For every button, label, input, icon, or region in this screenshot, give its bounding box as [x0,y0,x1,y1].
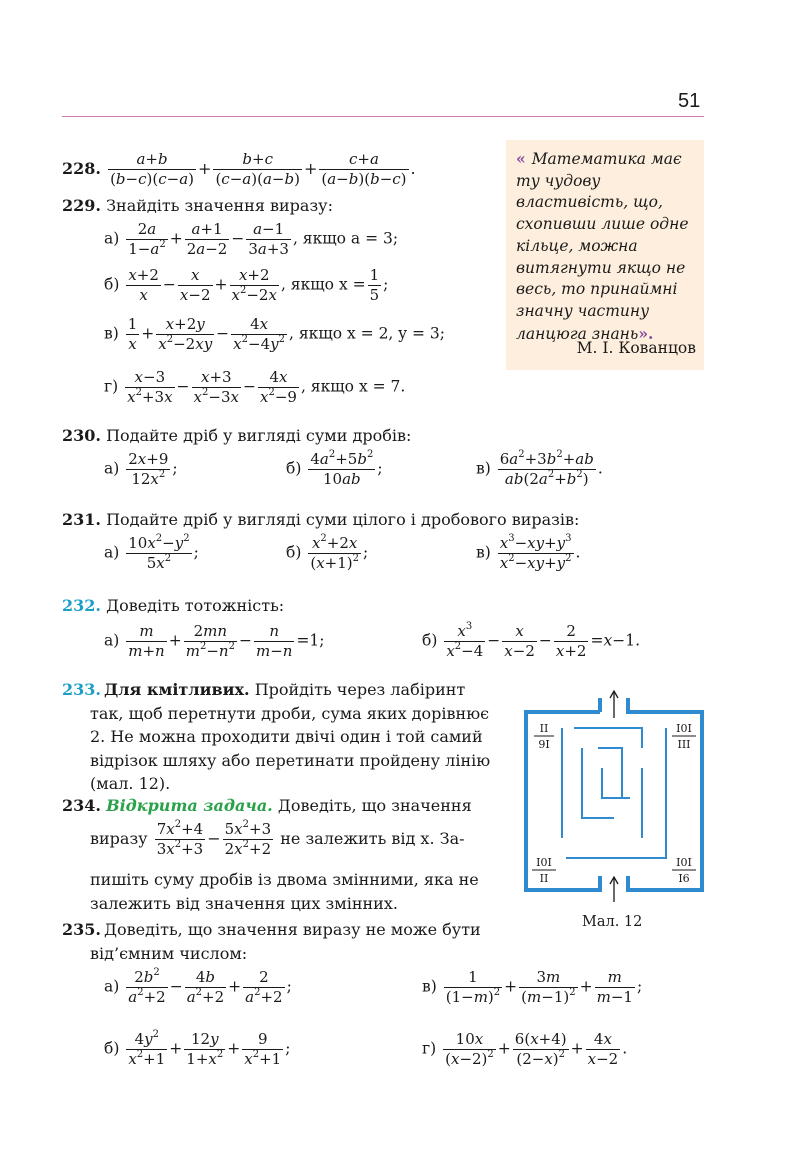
maze-fraction-br-den: I6 [678,872,690,885]
problem-228: 228. $\frac{a+b}{(b-c)(c-a)}$ + $\frac{b+c}{(c-a)(a-b)}$ + $\frac{c+a}{(a-b)(b-c)}$ . [62,150,416,188]
maze-figure [522,688,706,908]
condition-text: , якщо x = 2, y = 3; [289,324,445,343]
maze-fraction-tl-den: 9I [538,738,550,751]
problem-234-heading [62,794,472,817]
item-label: в) [476,543,491,562]
quote-open: « [516,149,526,168]
item-label: а) [104,977,120,996]
item-label: б) [286,459,302,478]
problem-235-b: б) $\frac{4y^2}{x^2+1}$ + $\frac{12y}{1+x^2}$ + $\frac{9}{x^2+1}$ ; [104,1029,291,1068]
maze-fraction-br-num: I0I [676,856,692,869]
problem-235-g: г) $\frac{10x}{(x-2)^2}$ + $\frac{6(x+4)}{(2-x)^2}$ + $\frac{4x}{x-2}$ . [422,1030,628,1068]
maze-fraction-bl-den: II [539,872,549,885]
problem-229-a: а) $\frac{2a}{1-a^2}$ + $\frac{a+1}{2a-2}$ − $\frac{a-1}{3a+3}$ , якщо a = 3; [104,220,399,258]
maze-arrows [610,691,618,902]
problem-229-v: в) $\frac{1}{x}$ + $\frac{x+2y}{x^2-2xy}$ − $\frac{4x}{x^2-4y^2}$ , якщо x = 2, y = 3; [104,315,445,353]
item-label: а) [104,631,120,650]
problem-235-text: Доведіть, що значення виразу не може бути від’ємним числом: [90,920,481,963]
problem-232-b: б) $\frac{x^3}{x^2-4}$ − $\frac{x}{x-2}$ − $\frac{2}{x+2}$ =x−1. [422,621,641,660]
condition-text: , якщо x = 7. [300,377,406,396]
problem-231-heading [62,508,579,531]
item-label: в) [104,324,119,343]
problem-230-a: а) $\frac{2x+9}{12x^2}$ ; [104,450,178,488]
problem-text: Подайте дріб у вигляді суми цілого і дробового виразів: [106,510,580,529]
problem-234-text: пишіть суму дробів із двома змінними, яка не залежить від значення цих змінних. [90,870,479,913]
maze-fraction-bl-num: I0I [536,856,552,869]
page-number: 51 [678,90,701,112]
problem-number: 231. [62,510,101,529]
item-label: б) [286,543,302,562]
problem-235-a: а) $\frac{2b^2}{a^2+2}$ − $\frac{4b}{a^2+2}$ + $\frac{2}{a^2+2}$ ; [104,967,292,1006]
item-label: г) [104,377,119,396]
problem-text: не залежить від x. За- [280,829,465,848]
problem-text: Подайте дріб у вигляді суми дробів: [106,426,412,445]
maze-fraction-tr-num: I0I [676,722,692,735]
header-rule [62,116,704,117]
item-label: б) [422,631,438,650]
quote-text: Математика має ту чудову властивість, що, схопивши лише одне кільце, можна витягнути якщо не весь, то принаймні значну частину ланцюга знань [516,150,689,343]
quote-close: ». [638,323,654,343]
problem-number: 232. [62,596,101,615]
problem-number: 234. [62,796,101,815]
maze-fraction-tr-den: III [677,738,691,751]
quote-box [506,140,704,370]
problem-229-b: б) $\frac{x+2}{x}$ − $\frac{x}{x-2}$ + $\frac{x+2}{x^2-2x}$ , якщо x = $\frac{1}{5}$ ; [104,266,389,304]
problem-label: Для кмітливих. [104,680,250,699]
problem-229-g: г) $\frac{x-3}{x^2+3x}$ − $\frac{x+3}{x^2-3x}$ − $\frac{4x}{x^2-9}$ , якщо x = 7. [104,368,406,406]
problem-text: Пройдіть через лабіринт так, щоб перетнути дроби, сума яких дорівнює 2. Не можна проходити двічі один і той самий відрізок шляху або перетинати пройдену лінію (мал. 12). [90,680,491,793]
condition-text: , якщо a = 3; [292,229,399,248]
quote-author: М. І. Кованцов [576,339,696,358]
maze-fraction-tl-num: II [539,722,549,735]
item-label: а) [104,459,120,478]
problem-number: 233. [62,680,101,699]
problem-number: 228. [62,159,101,178]
problem-233-text [90,678,502,796]
problem-229-heading [62,194,333,217]
problem-text: Доведіть, що значення [277,796,472,815]
problem-230-b: б) $\frac{4a^2+5b^2}{10ab}$ ; [286,449,383,488]
item-label: а) [104,543,120,562]
problem-231-a: а) $\frac{10x^2-y^2}{5x^2}$ ; [104,533,199,572]
problem-230-v: в) $\frac{6a^2+3b^2+ab}{ab(2a^2+b^2)}$ . [476,449,603,488]
problem-number: 229. [62,196,101,215]
problem-230-heading [62,424,411,447]
item-label: б) [104,1039,120,1058]
maze-inner-lines [562,728,666,858]
item-label: в) [476,459,491,478]
item-label: г) [422,1039,437,1058]
item-label: б) [104,275,120,294]
problem-label: Відкрита задача. [106,796,273,815]
problem-text: Знайдіть значення виразу: [106,196,333,215]
problem-text: Доведіть тотожність: [106,596,285,615]
item-label: а) [104,229,120,248]
problem-number: 230. [62,426,101,445]
problem-232-a: а) $\frac{m}{m+n}$ + $\frac{2mn}{m^2-n^2}$ − $\frac{n}{m-n}$ =1; [104,622,325,660]
problem-number: 235. [62,920,101,939]
problem-text: виразу [90,829,148,848]
problem-231-b: б) $\frac{x^2+2x}{(x+1)^2}$ ; [286,533,369,572]
condition-text: , якщо x = [280,275,366,294]
item-label: в) [422,977,437,996]
problem-231-v: в) $\frac{x^3-xy+y^3}{x^2-xy+y^2}$ . [476,533,581,572]
problem-234-expression: виразу $\frac{7x^2+4}{3x^2+3}$ − $\frac{5x^2+3}{2x^2+2}$ не залежить від x. За- [90,819,465,858]
problem-235-v: в) $\frac{1}{(1-m)^2}$ + $\frac{3m}{(m-1)^2}$ + $\frac{m}{m-1}$ ; [422,968,643,1006]
figure-caption: Мал. 12 [582,914,643,930]
problem-232-heading [62,594,284,617]
